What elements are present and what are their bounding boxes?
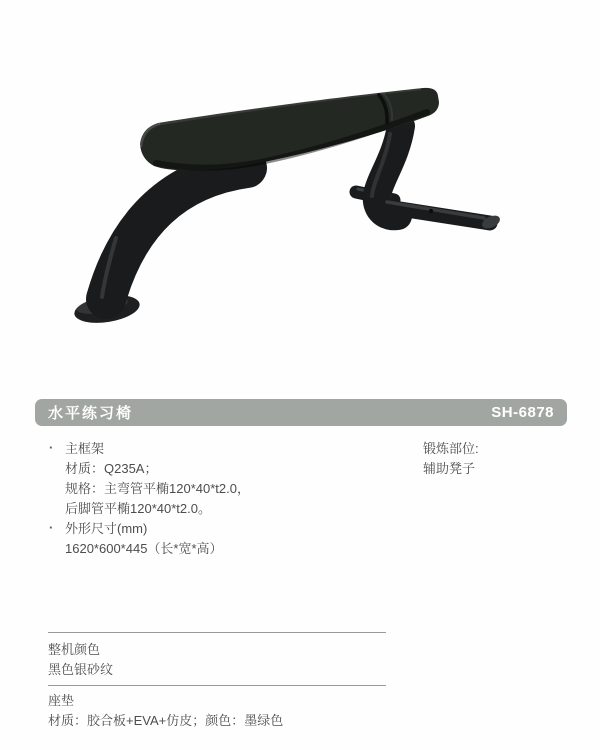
exercise-part-value: 辅助凳子 xyxy=(423,461,476,476)
spec-row-tube-spec: 规格：主弯管平椭120*40*t2.0， xyxy=(65,481,250,496)
detail-machine-color-title: 整机颜色 xyxy=(48,642,101,657)
title-bar xyxy=(35,399,567,426)
detail-seat-cushion xyxy=(48,691,283,731)
divider-line-2 xyxy=(48,685,386,686)
spec-list xyxy=(48,439,413,559)
spec-row-material: 材质：Q235A； xyxy=(65,461,158,476)
spec-row-main-frame: · 主框架 xyxy=(48,439,413,459)
spec-row-dimensions-value: 1620*600*445（长*宽*高） xyxy=(65,541,223,556)
detail-seat-cushion-title: 座垫 xyxy=(48,693,75,708)
exercise-part-label: 锻炼部位: xyxy=(423,441,479,456)
product-model: SH-6878 xyxy=(491,404,554,421)
product-title: 水平练习椅 xyxy=(48,405,134,422)
spec-row-dimensions-label: · 外形尺寸(mm) xyxy=(48,519,413,539)
bench-front-leg xyxy=(106,168,247,299)
spec-row-rear-tube-spec: 后脚管平椭120*40*t2.0。 xyxy=(65,501,211,516)
detail-seat-cushion-desc: 材质：胶合板+EVA+仿皮；颜色：墨绿色 xyxy=(48,713,284,728)
bench-rear-foot-bolt xyxy=(429,209,433,213)
detail-machine-color-desc: 黑色银砂纹 xyxy=(48,662,114,677)
exercise-part xyxy=(423,439,479,479)
divider-line-1 xyxy=(48,632,386,633)
detail-machine-color xyxy=(48,640,113,680)
